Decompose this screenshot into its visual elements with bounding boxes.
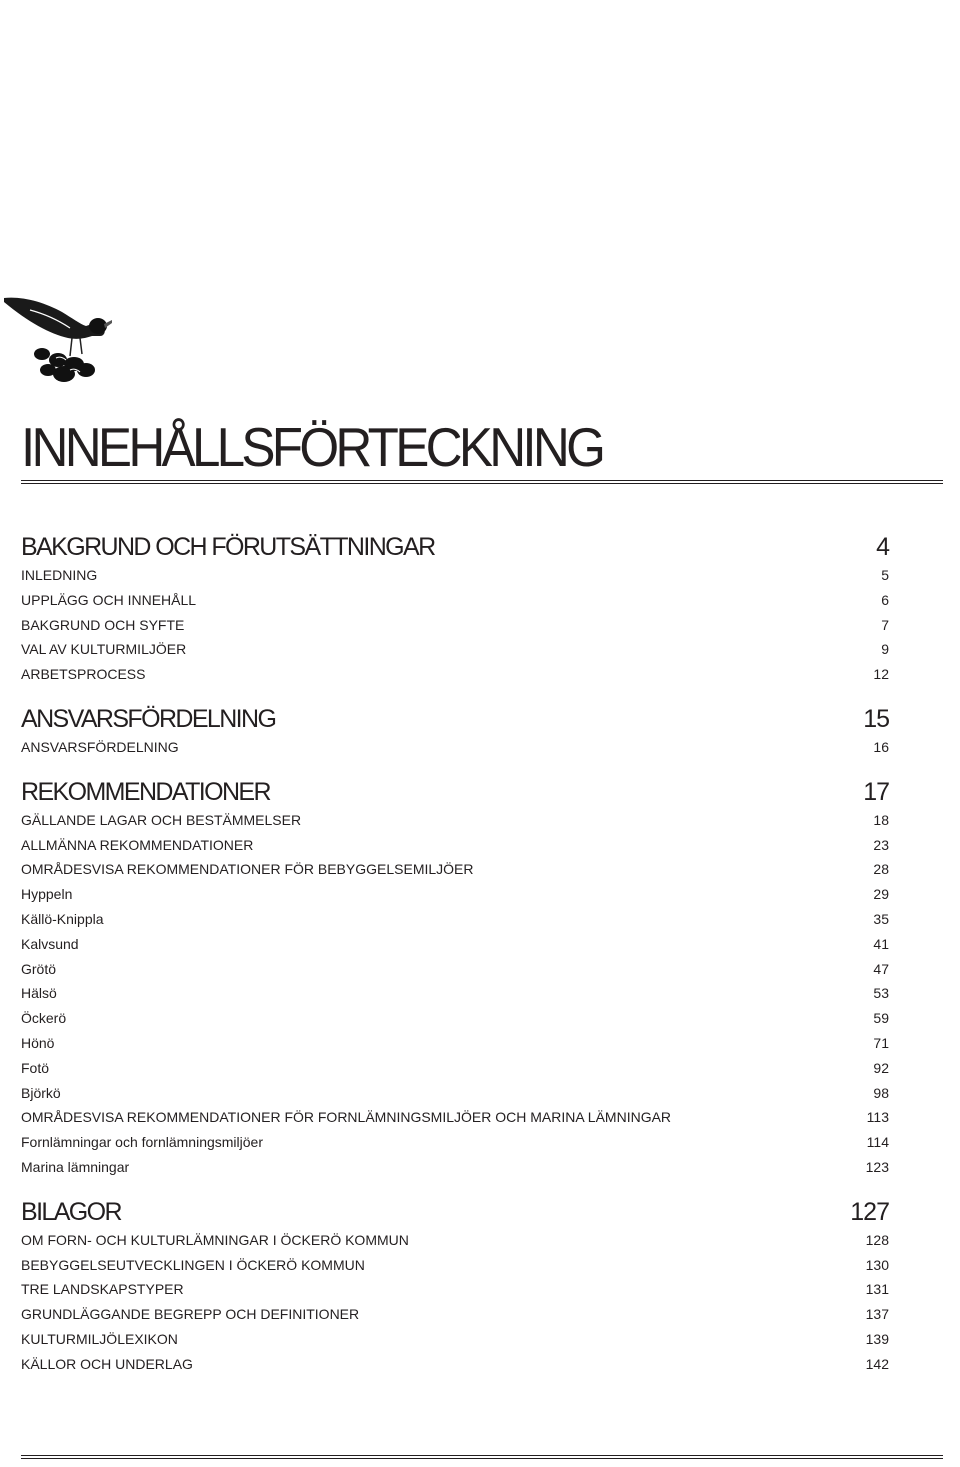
toc-entry-label: Källö-Knippla	[21, 910, 104, 927]
toc-entry[interactable]	[21, 588, 889, 613]
toc-section	[21, 531, 889, 687]
toc-entry-label: INLEDNING	[21, 567, 98, 583]
toc-entry-page-number: 16	[873, 738, 889, 755]
toc-entry-label: Öckerö	[21, 1010, 67, 1027]
toc-entry-label: BEBYGGELSEUTVECKLINGEN I ÖCKERÖ KOMMUN	[21, 1256, 365, 1273]
toc-entry-label: Hönö	[21, 1034, 55, 1051]
oystercatcher-bird-icon	[0, 280, 120, 390]
toc-entry-page-number: 59	[873, 1010, 889, 1027]
toc-entry-label: Kalvsund	[21, 935, 79, 952]
section-heading[interactable]	[21, 703, 889, 735]
toc-entry[interactable]	[21, 662, 889, 687]
footer-divider	[21, 1455, 943, 1456]
toc-entry-page-number: 92	[873, 1059, 889, 1076]
toc-entry-page-number: 35	[873, 910, 889, 927]
toc-entry[interactable]	[21, 957, 889, 982]
toc-entry-page-number: 71	[873, 1034, 889, 1051]
toc-entry-label: BAKGRUND OCH SYFTE	[21, 616, 185, 633]
toc-entry[interactable]	[21, 1056, 889, 1081]
footer-divider-secondary	[21, 1458, 943, 1459]
toc-entry-page-number: 29	[873, 886, 889, 903]
toc-entry-label: GRUNDLÄGGANDE BEGREPP OCH DEFINITIONER	[21, 1306, 360, 1323]
toc-entry-label: OMRÅDESVISA REKOMMENDATIONER FÖR BEBYGGELSEMILJÖER	[21, 861, 474, 878]
toc-section	[21, 1196, 889, 1377]
toc-entry[interactable]	[21, 857, 889, 882]
toc-entry[interactable]	[21, 833, 889, 858]
toc-entry-label: Grötö	[21, 960, 57, 977]
toc-entry[interactable]	[21, 563, 889, 588]
toc-entry[interactable]	[21, 1081, 889, 1106]
toc-entry-label: ANSVARSFÖRDELNING	[21, 738, 179, 755]
toc-entry-page-number: 28	[873, 861, 889, 878]
toc-entry[interactable]	[21, 1105, 889, 1130]
toc-entry-page-number: 47	[873, 960, 889, 977]
toc-entry-label: UPPLÄGG OCH INNEHÅLL	[21, 591, 197, 608]
toc-entry-page-number: 139	[865, 1330, 889, 1347]
toc-entry-label: KULTURMILJÖLEXIKON	[21, 1330, 178, 1347]
toc-entry-label: OM FORN- OCH KULTURLÄMNINGAR I ÖCKERÖ KOMMUN	[21, 1231, 409, 1248]
toc-entry-page-number: 6	[881, 591, 889, 608]
section-page-number: 127	[850, 1197, 889, 1226]
toc-entry-page-number: 114	[866, 1134, 889, 1151]
toc-entry-page-number: 142	[865, 1355, 889, 1372]
toc-entry-page-number: 137	[865, 1306, 889, 1323]
toc-entry[interactable]	[21, 907, 889, 932]
toc-entry[interactable]	[21, 613, 889, 638]
toc-entry[interactable]	[21, 808, 889, 833]
toc-section	[21, 776, 889, 1180]
toc-entry[interactable]	[21, 1006, 889, 1031]
section-page-number: 17	[863, 777, 889, 806]
section-heading-label: ANSVARSFÖRDELNING	[21, 704, 276, 733]
toc-entry-page-number: 5	[881, 567, 889, 583]
toc-entry-label: ARBETSPROCESS	[21, 666, 146, 683]
toc-entry-page-number: 9	[881, 641, 889, 658]
toc-entry-page-number: 123	[865, 1158, 889, 1175]
toc-entry-page-number: 18	[873, 811, 889, 828]
toc-entry-page-number: 98	[873, 1084, 889, 1101]
toc-entry-label: OMRÅDESVISA REKOMMENDATIONER FÖR FORNLÄMNINGSMILJÖER OCH MARINA LÄMNINGAR	[21, 1109, 672, 1126]
toc-entry[interactable]	[21, 1031, 889, 1056]
toc-entry-page-number: 53	[873, 985, 889, 1002]
toc-entry-label: ALLMÄNNA REKOMMENDATIONER	[21, 836, 254, 853]
toc-entry[interactable]	[21, 981, 889, 1006]
toc-entry-label: Hälsö	[21, 985, 57, 1002]
table-of-contents	[21, 531, 889, 1393]
toc-entry[interactable]	[21, 932, 889, 957]
toc-entry-page-number: 128	[865, 1231, 889, 1248]
toc-entry[interactable]	[21, 1277, 889, 1302]
section-page-number: 15	[863, 704, 889, 733]
document-title: INNEHÅLLSFÖRTECKNING	[21, 416, 603, 478]
toc-entry-label: Fornlämningar och fornlämningsmiljöer	[21, 1134, 263, 1151]
section-heading[interactable]	[21, 531, 889, 563]
toc-entry[interactable]	[21, 1155, 889, 1180]
toc-entry[interactable]	[21, 882, 889, 907]
toc-entry-page-number: 130	[865, 1256, 889, 1273]
toc-entry-page-number: 131	[865, 1281, 889, 1298]
toc-entry[interactable]	[21, 1253, 889, 1278]
section-page-number: 4	[876, 533, 889, 561]
toc-entry[interactable]	[21, 735, 889, 760]
toc-section	[21, 703, 889, 760]
toc-entry[interactable]	[21, 1327, 889, 1352]
section-heading[interactable]	[21, 776, 889, 808]
toc-entry[interactable]	[21, 1130, 889, 1155]
section-heading[interactable]	[21, 1196, 889, 1228]
toc-entry-label: Fotö	[21, 1059, 50, 1076]
toc-entry[interactable]	[21, 1302, 889, 1327]
toc-entry-page-number: 12	[873, 666, 889, 683]
toc-entry-label: Hyppeln	[21, 886, 73, 903]
toc-entry-page-number: 7	[881, 616, 889, 633]
toc-entry[interactable]	[21, 637, 889, 662]
toc-entry-label: GÄLLANDE LAGAR OCH BESTÄMMELSER	[21, 811, 302, 828]
toc-entry-label: KÄLLOR OCH UNDERLAG	[21, 1355, 193, 1372]
toc-entry-page-number: 113	[866, 1109, 889, 1126]
section-heading-label: REKOMMENDATIONER	[21, 777, 270, 806]
title-divider	[21, 480, 943, 481]
toc-entry-label: TRE LANDSKAPSTYPER	[21, 1281, 184, 1298]
toc-entry[interactable]	[21, 1228, 889, 1253]
toc-entry-page-number: 41	[873, 935, 889, 952]
toc-entry-label: VAL AV KULTURMILJÖER	[21, 641, 187, 658]
toc-entry[interactable]	[21, 1352, 889, 1377]
section-heading-label: BILAGOR	[21, 1197, 121, 1226]
section-heading-label: BAKGRUND OCH FÖRUTSÄTTNINGAR	[21, 533, 435, 561]
title-divider-secondary	[21, 483, 943, 484]
toc-entry-page-number: 23	[873, 836, 889, 853]
toc-entry-label: Björkö	[21, 1084, 61, 1101]
toc-entry-label: Marina lämningar	[21, 1158, 130, 1175]
